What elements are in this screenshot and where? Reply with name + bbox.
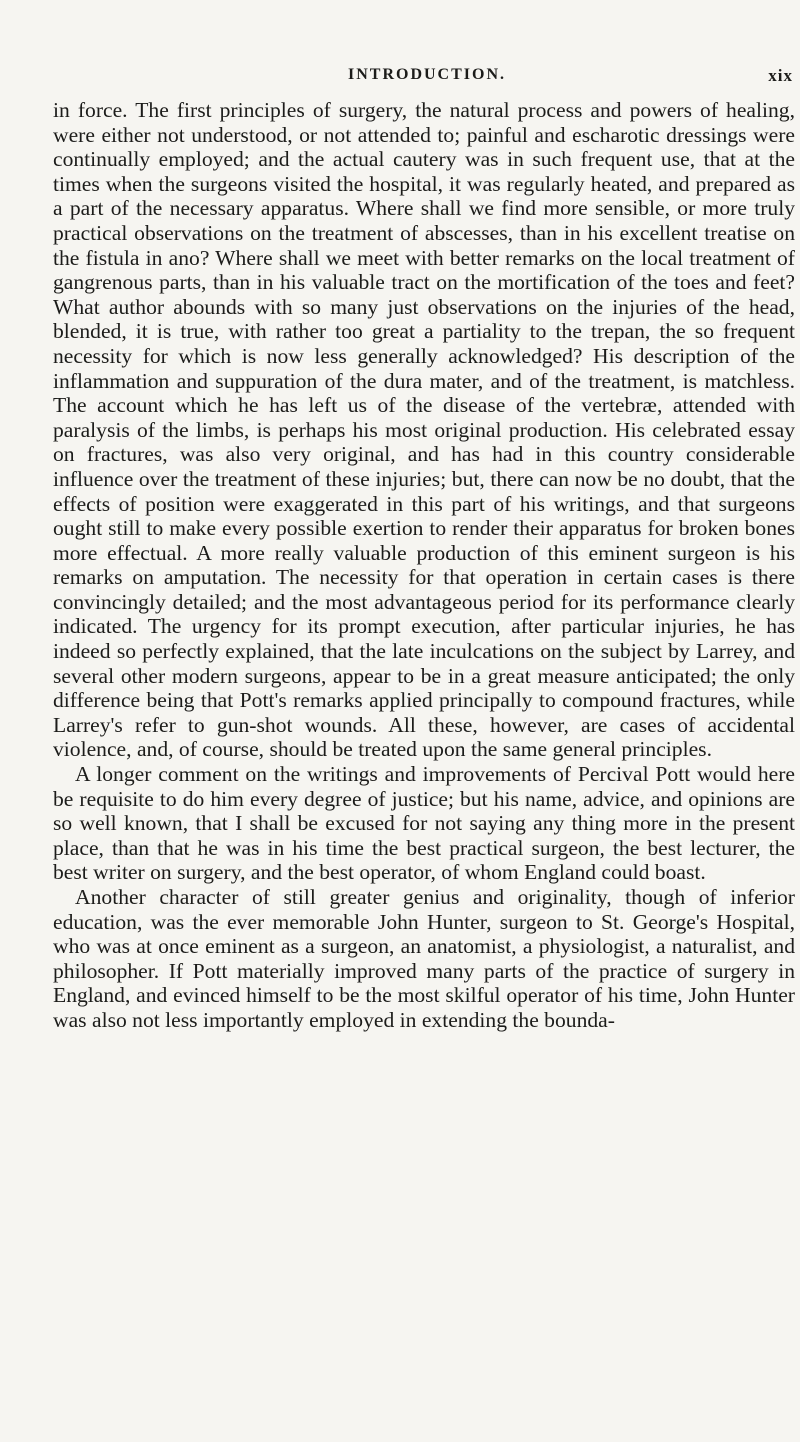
paragraph-3: Another character of still greater genius and originality, though of inferior education, was the ever memorable John Hunter, surgeon to St. George's Hospital, who was at once eminent as a surgeon, an anatomist, a physiologist, a naturalist, and philosopher. If Pott materially improved many parts of the practice of surgery in England, and evinced himself to be the most skilful operator of his time, John Hunter was also not less importantly employed in extending the bounda- — [53, 885, 795, 1032]
paragraph-1: in force. The first principles of surgery, the natural process and powers of healing, were either not understood, or not attended to; painful and escharotic dressings were continually employed; and the actual cautery was in such frequent use, that at the times when the surgeons visited the hospital, it was regularly heated, and prepared as a part of the necessary apparatus. Where shall we find more sensible, or more truly practical observations on the treatment of abscesses, than in his excellent treatise on the fistula in ano? Where shall we meet with better remarks on the local treatment of gangrenous parts, than in his valuable tract on the mortification of the toes and feet? What author abounds with so many just observations on the injuries of the head, blended, it is true, with rather too great a partiality to the trepan, the so frequent necessity for which is now less generally acknowledged? His description of the inflammation and suppuration of the dura mater, and of the treatment, is matchless. The account which he has left us of the disease of the vertebræ, attended with paralysis of the limbs, is perhaps his most original production. His celebrated essay on fractures, was also very original, and has had in this country considerable influence over the treatment of these injuries; but, there can now be no doubt, that the effects of position were exaggerated in this part of his writings, and that surgeons ought still to make every possible exertion to render their apparatus for broken bones more effectual. A more really valuable production of this eminent surgeon is his remarks on amputation. The necessity for that operation in certain cases is there convincingly detailed; and the most advantageous period for its performance clearly indicated. The urgency for its prompt execution, after particular injuries, he has indeed so perfectly explained, that the late inculcations on the subject by Larrey, and several other modern surgeons, appear to be in a great measure anticipated; the only difference being that Pott's remarks applied principally to compound fractures, while Larrey's refer to gun-shot wounds. All these, however, are cases of accidental violence, and, of course, should be treated upon the same general principles. — [53, 98, 795, 762]
body-text — [53, 98, 795, 1033]
page-number: xix — [768, 66, 793, 85]
page-header — [53, 66, 793, 92]
paragraph-2: A longer comment on the writings and improvements of Percival Pott would here be requisite to do him every degree of justice; but his name, advice, and opinions are so well known, that I shall be excused for not saying any thing more in the present place, than that he was in his time the best practical surgeon, the best lecturer, the best writer on surgery, and the best operator, of whom England could boast. — [53, 762, 795, 885]
running-title: INTRODUCTION. — [347, 66, 506, 83]
